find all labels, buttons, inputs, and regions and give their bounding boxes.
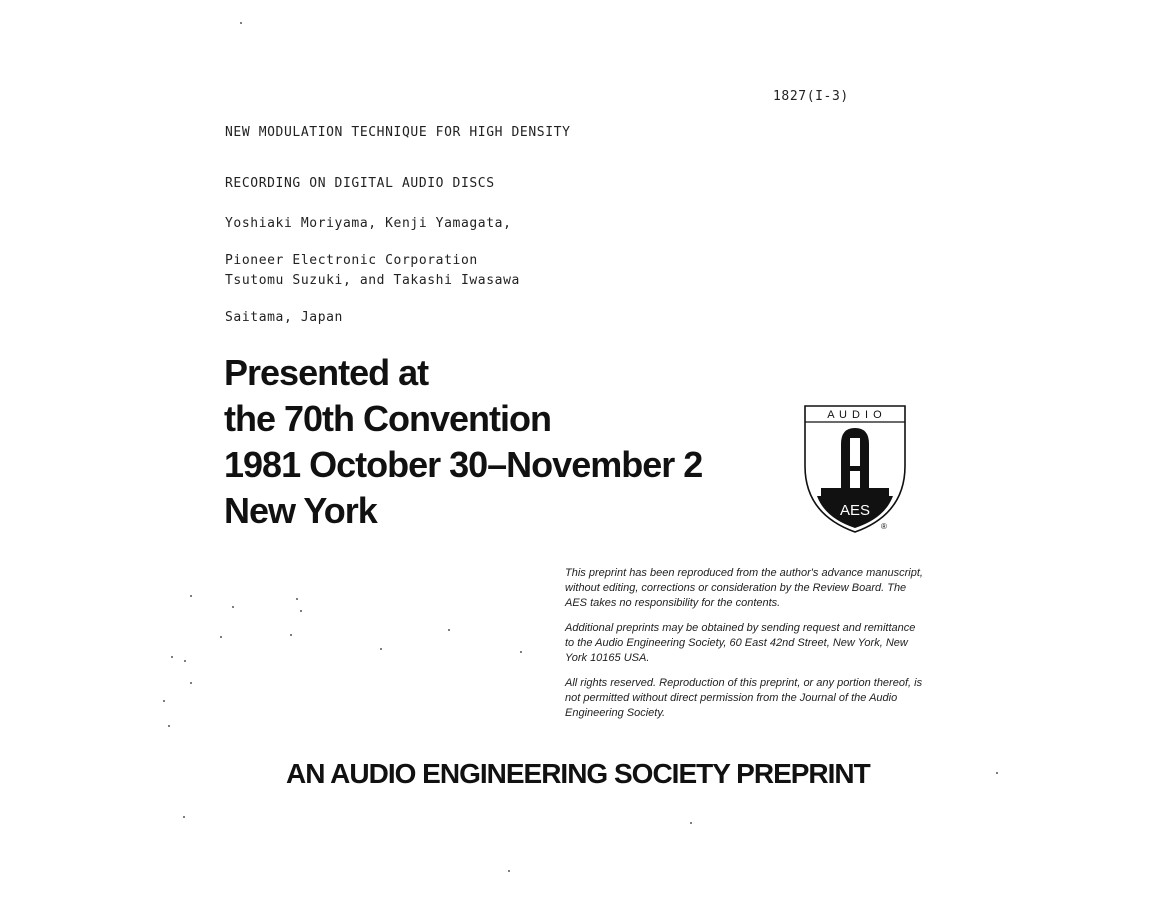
preprint-notice xyxy=(565,566,925,731)
scan-speck xyxy=(190,682,192,684)
presentation-heading xyxy=(224,350,702,534)
presentation-line-4: New York xyxy=(224,490,377,531)
scan-speck xyxy=(190,595,192,597)
affiliation-line-2: Saitama, Japan xyxy=(225,310,343,325)
logo-bottom-text: AES xyxy=(839,502,871,519)
scan-speck xyxy=(163,700,165,702)
scan-speck xyxy=(996,772,998,774)
affiliation xyxy=(225,213,478,346)
notice-paragraph-2: Additional preprints may be obtained by sending request and remittance to the Audio Engineering Society, 60 East 42nd Street, New York, New York 10165 USA. xyxy=(565,622,916,664)
scan-speck xyxy=(168,725,170,727)
scan-speck xyxy=(184,660,186,662)
aes-shield-icon xyxy=(803,404,909,536)
scan-speck xyxy=(296,598,298,600)
authors-line-1: Yoshiaki Moriyama, Kenji Yamagata, xyxy=(225,216,512,231)
affiliation-line-1: Pioneer Electronic Corporation xyxy=(225,253,478,268)
preprint-number: 1827(I-3) xyxy=(773,89,849,104)
aes-logo xyxy=(803,404,909,536)
scan-speck xyxy=(171,656,173,658)
scan-speck xyxy=(220,636,222,638)
presentation-line-1: Presented at xyxy=(224,352,429,393)
notice-paragraph-1: This preprint has been reproduced from the author's advance manuscript, without editing, corrections or consideration by the Review Board. The AES takes no responsibility for the contents. xyxy=(565,567,923,609)
scan-speck xyxy=(290,634,292,636)
preprint-banner: AN AUDIO ENGINEERING SOCIETY PREPRINT xyxy=(286,758,870,789)
scan-speck xyxy=(232,606,234,608)
registered-mark: ® xyxy=(881,522,887,531)
scan-speck xyxy=(690,822,692,824)
notice-paragraph-3: All rights reserved. Reproduction of this preprint, or any portion thereof, is not permitted without direct permission from the Journal of the Audio Engineering Society. xyxy=(565,677,923,719)
scan-speck xyxy=(520,651,522,653)
scan-speck xyxy=(508,870,510,872)
authors-line-2: Tsutomu Suzuki, and Takashi Iwasawa xyxy=(225,273,520,288)
presentation-line-3: 1981 October 30–November 2 xyxy=(224,444,703,485)
scan-speck xyxy=(448,629,450,631)
paper-title-line-1: NEW MODULATION TECHNIQUE FOR HIGH DENSITY xyxy=(225,125,571,140)
logo-top-text: A U D I O xyxy=(827,409,883,421)
presentation-line-2: the 70th Convention xyxy=(224,398,552,439)
scan-speck xyxy=(380,648,382,650)
scan-speck xyxy=(183,816,185,818)
scan-speck xyxy=(300,610,302,612)
scan-speck xyxy=(240,22,242,24)
paper-title-line-2: RECORDING ON DIGITAL AUDIO DISCS xyxy=(225,176,495,191)
